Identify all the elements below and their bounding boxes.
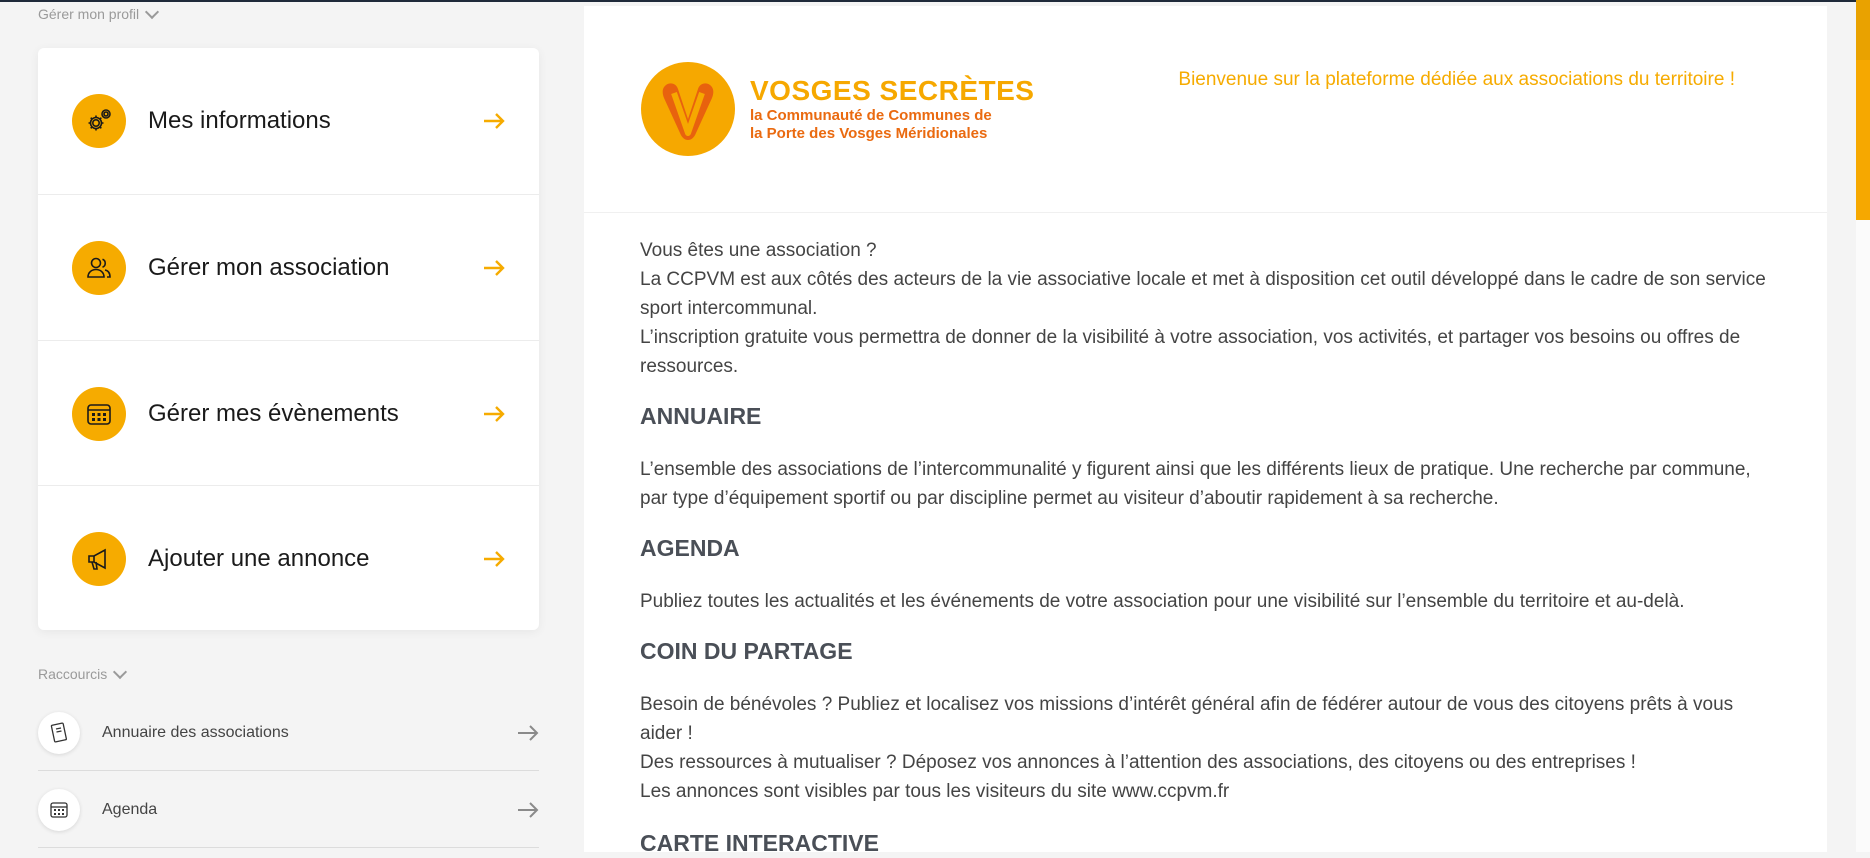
- arrow-right-icon: [483, 113, 505, 129]
- shortcut-agenda[interactable]: [38, 772, 539, 848]
- gear-icon: [72, 94, 126, 148]
- logo-subtitle-line-1: la Communauté de Communes de: [750, 107, 992, 124]
- section-heading-carte-wrapper: [640, 828, 1770, 856]
- logo-brand-text: VOSGES SECRÈTES: [750, 75, 1035, 106]
- scrollbar-thumb-top: [1856, 0, 1870, 60]
- arrow-right-icon: [483, 406, 505, 422]
- sidebar: [0, 0, 583, 852]
- menu-item-ajouter-annonce[interactable]: [38, 485, 539, 631]
- intro-text: L’inscription gratuite vous permettra de donner de la visibilité à votre association, vos activités, et partager vos besoins ou offres de ressources.: [640, 327, 1741, 377]
- menu-label: Gérer mes évènements: [148, 399, 399, 427]
- intro-question: Vous êtes une association ?: [640, 240, 877, 261]
- section-text-annuaire: L’ensemble des associations de l’intercommunalité y figurent ainsi que les différents lieux de pratique. Une recherche par commune, par type d’équipement sportif ou par discipline permet au visiteur d’aboutir rapidement à sa recherche.: [640, 459, 1751, 509]
- intro-text: La CCPVM est aux côtés des acteurs de la vie associative locale et met à disposition cet outil développé dans le cadre de son service sport intercommunal.: [640, 269, 1766, 319]
- section-heading-carte: CARTE INTERACTIVE: [640, 830, 879, 856]
- menu-label: Mes informations: [148, 107, 331, 134]
- main-content: [640, 236, 1770, 856]
- section-text-partage: Besoin de bénévoles ? Publiez et localisez vos missions d’intérêt général afin de fédérer autour de vous des citoyens prêts à vous aider !: [640, 694, 1734, 744]
- arrow-right-icon: [483, 551, 505, 567]
- arrow-right-icon: [517, 802, 539, 818]
- shortcut-label: Annuaire des associations: [102, 723, 289, 741]
- menu-item-gerer-association[interactable]: [38, 194, 539, 340]
- shortcuts-section-toggle[interactable]: [38, 666, 125, 682]
- directory-icon: [38, 712, 80, 754]
- welcome-message: Bienvenue sur la plateforme dédiée aux associations du territoire !: [1178, 69, 1735, 90]
- profile-section-label: Gérer mon profil: [38, 6, 140, 22]
- vosges-secretes-logo-icon: [640, 61, 736, 157]
- chevron-down-icon: [113, 664, 127, 678]
- section-text-partage: Des ressources à mutualiser ? Déposez vos annonces à l’attention des associations, des citoyens ou des entreprises !: [640, 752, 1636, 773]
- calendar-icon: [38, 789, 80, 831]
- profile-menu-card: [38, 48, 539, 630]
- menu-label: Gérer mon association: [148, 253, 390, 281]
- megaphone-icon: [72, 532, 126, 586]
- users-icon: [72, 241, 126, 295]
- logo-subtitle-line-2: la Porte des Vosges Méridionales: [750, 125, 988, 142]
- header-divider: [584, 212, 1827, 213]
- site-logo[interactable]: [640, 61, 1034, 157]
- shortcut-label: Agenda: [102, 800, 158, 818]
- section-heading-annuaire: ANNUAIRE: [640, 403, 762, 429]
- section-heading-coin-du-partage: COIN DU PARTAGE: [640, 638, 853, 664]
- section-text-partage: Les annonces sont visibles par tous les visiteurs du site www.ccpvm.fr: [640, 781, 1230, 802]
- profile-section-toggle[interactable]: [38, 6, 157, 22]
- arrow-right-icon: [483, 260, 505, 276]
- menu-item-gerer-evenements[interactable]: [38, 340, 539, 486]
- arrow-right-icon: [517, 725, 539, 741]
- calendar-icon: [72, 387, 126, 441]
- shortcuts-section-label: Raccourcis: [38, 666, 108, 682]
- section-heading-agenda: AGENDA: [640, 535, 740, 561]
- menu-item-mes-informations[interactable]: [38, 48, 539, 194]
- section-text-agenda: Publiez toutes les actualités et les événements de votre association pour une visibilité sur l’ensemble du territoire et au-delà.: [640, 591, 1685, 612]
- menu-label: Ajouter une annonce: [148, 544, 370, 572]
- chevron-down-icon: [145, 4, 159, 18]
- shortcut-annuaire[interactable]: [38, 695, 539, 771]
- main-panel: [584, 6, 1827, 856]
